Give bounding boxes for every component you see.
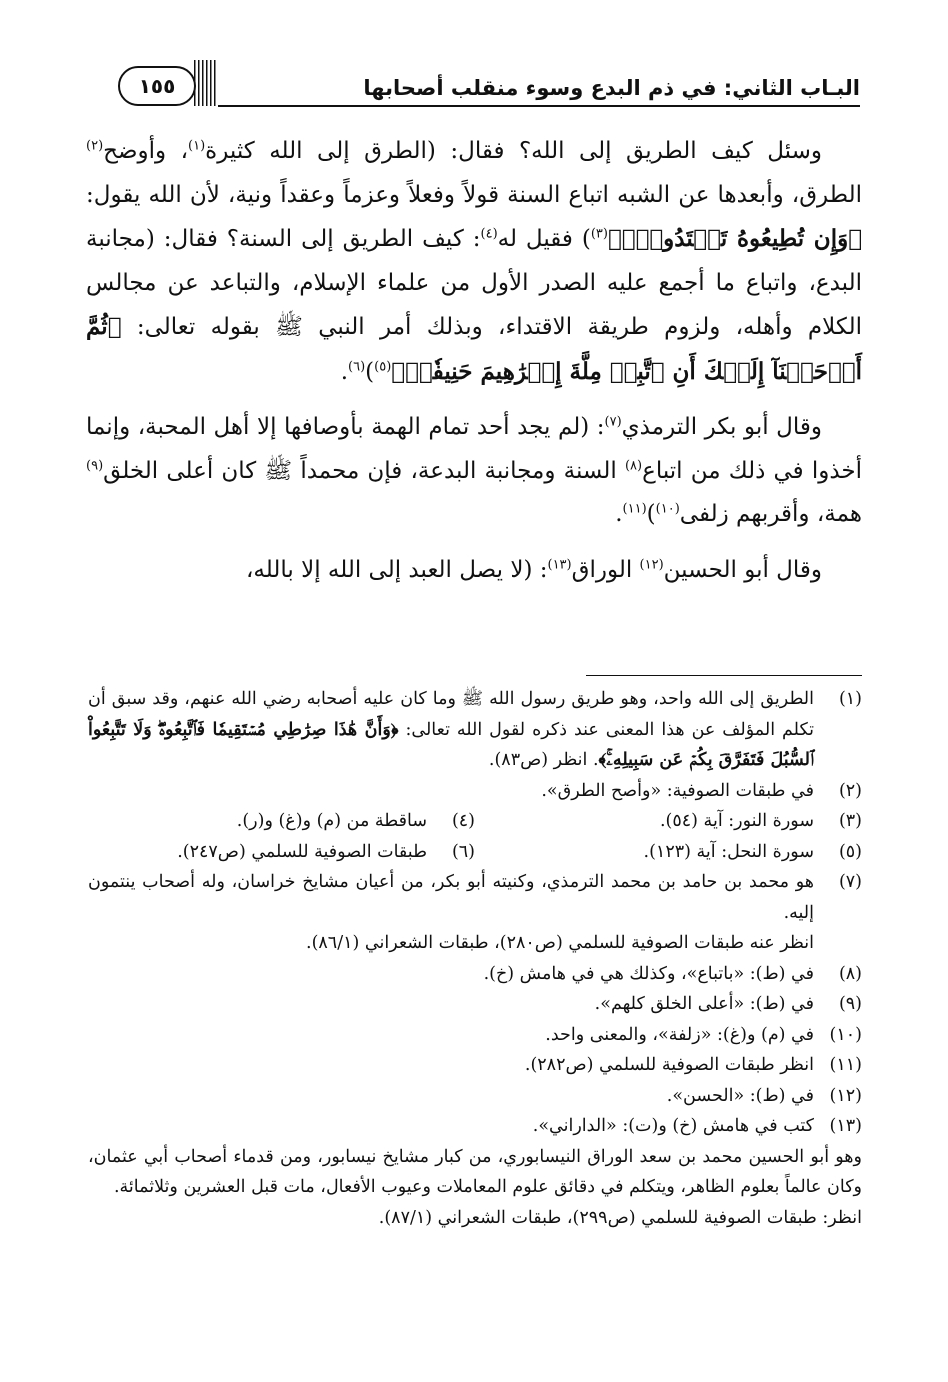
text-run: ) [365, 358, 375, 385]
footnote-number: (١١) [829, 1055, 862, 1075]
footnote-number: (٦) [451, 841, 475, 862]
quran-verse: ﴿ثُمَّ أَوۡحَيۡنَآ إِلَيۡكَ أَنِ ٱتَّبِعۡ مِلَّةَ إِبۡرَٰهِيمَ حَنِيفٗاۖ﴾ [86, 313, 862, 385]
footnote-13-bio: وهو أبو الحسين محمد بن سعد الوراق النيسابوري، من كبار مشايخ نيسابور، ومن قدماء أصحاب أبي عثمان، وكان عالماً بعلوم الظاهر، ويتكلم في دقائق علوم المعاملات وعيوب الأفعال، مات قبل العشرين وثلاثمائة. [88, 1146, 862, 1197]
text-run: الوراق [571, 556, 640, 583]
footnote-13-reference: انظر: طبقات الصوفية للسلمي (ص٢٩٩)، طبقات الشعراني (٨٧/١). [378, 1207, 862, 1228]
text-run: . [615, 501, 623, 527]
text-run: الطرق، وأبعدها عن الشبه اتباع السنة قولاً وفعلاً وعزماً وعقداً ونية، لأن الله يقول: [86, 181, 862, 208]
footnote-text: في (ط): «الحسن». [666, 1085, 814, 1106]
quran-verse: ﴿وَإِن تُطِيعُوهُ تَهۡتَدُواْۚ﴾ [607, 225, 862, 252]
text-run: السنة ومجانبة البدعة، فإن محمداً ﷺ كان أعلى الخلق [103, 457, 625, 484]
footnote-text: هو محمد بن حامد بن محمد الترمذي، وكنيته أبو بكر، من أعيان مشايخ خراسان، وله أصحاب ينتمون إليه. [88, 872, 814, 923]
text-run: : كيف الطريق إلى السنة؟ فقال: (مجانبة البدع، واتباع ما أجمع عليه الصدر الأول من علماء الإسلام، والتباعد عن مجالس الكلام وأهله، ولزوم طريقة الاقتداء، وبذلك أمر النبي ﷺ بقوله تعالى: [86, 226, 862, 340]
footnote-row [88, 806, 862, 837]
chapter-title: البـاب الثاني: في ذم البدع وسوء منقلب أصحابها [363, 76, 860, 100]
footnote-text: انظر طبقات الصوفية للسلمي (ص٢٨٢). [524, 1055, 814, 1075]
footnote-11 [88, 1050, 862, 1081]
footnote-text: ساقطة من (م) و(غ) و(ر). [236, 811, 427, 831]
footnotes [88, 684, 862, 1233]
footnote-separator [586, 675, 862, 676]
footnote-ref: (٣) [590, 226, 608, 242]
footnote-text: في (م) و(غ): «زلفة»، والمعنى واحد. [545, 1024, 814, 1045]
footnote-ref: (٤) [480, 226, 498, 242]
footnote-text: في (ط): «أعلى الخلق كلهم». [594, 994, 814, 1014]
page-badge-ornament [194, 60, 216, 106]
footnote-number: (١) [838, 689, 862, 709]
text-run: : (لم يجد أحد تمام الهمة بأوصافها إلا أهل المحبة، وإنما أخذوا في ذلك من اتباع [86, 414, 862, 484]
footnote-ref: (١٢) [639, 556, 664, 572]
main-text [86, 130, 862, 604]
footnote-number: (٩) [838, 994, 862, 1014]
footnote-text: طبقات الصوفية للسلمي (ص٢٤٧). [177, 841, 427, 862]
footnote-text: الطريق إلى الله واحد، وهو طريق رسول الله ﷺ وما كان عليه أصحابه رضي الله عنهم، وقد سبق أن تكلم المؤلف عن هذا المعنى عند ذكره لقول الله تعالى: [88, 689, 814, 740]
footnote-6 [88, 837, 475, 868]
footnote-4 [88, 806, 475, 837]
footnote-1 [88, 684, 862, 776]
paragraph-2 [86, 406, 862, 537]
footnote-text: . انظر (ص٨٣). [488, 750, 599, 770]
footnote-ref: (٨) [624, 457, 643, 473]
footnote-text: في طبقات الصوفية: «وأصح الطرق». [541, 780, 814, 801]
footnote-ref: (١) [188, 138, 206, 154]
page-header [118, 58, 860, 118]
footnote-number: (٤) [451, 811, 475, 831]
footnote-7 [88, 867, 862, 959]
footnote-8 [88, 959, 862, 990]
text-run: ، وأوضح [103, 138, 189, 164]
text-run: : (لا يصل العبد إلى الله إلا بالله، [245, 556, 548, 583]
footnote-text: سورة النحل: آية (١٢٣). [643, 841, 814, 862]
footnote-number: (١٢) [829, 1085, 862, 1106]
footnote-row [88, 837, 862, 868]
text-run: ) [646, 501, 656, 527]
footnote-ref: (١٠) [655, 501, 680, 517]
footnote-number: (٢) [838, 780, 862, 801]
footnote-reference: انظر عنه طبقات الصوفية للسلمي (ص٢٨٠)، طبقات الشعراني (٨٦/١). [306, 933, 814, 953]
footnote-ref: (٢) [86, 138, 104, 154]
text-run: ) فقيل له [497, 226, 591, 252]
footnote-text: سورة النور: آية (٥٤). [659, 811, 814, 831]
paragraph-3 [86, 549, 862, 593]
footnote-5 [475, 837, 862, 868]
footnote-number: (١٠) [829, 1024, 862, 1045]
footnote-ref: (٩) [86, 457, 104, 473]
footnote-number: (٧) [838, 872, 862, 892]
footnote-number: (٥) [838, 841, 862, 862]
footnote-13 [88, 1111, 862, 1142]
paragraph-1 [86, 130, 862, 394]
footnote-number: (٨) [838, 963, 862, 984]
footnote-ref: (١١) [622, 501, 647, 517]
text-run: وقال أبو بكر الترمذي [621, 414, 822, 440]
page-number: ١٥٥ [118, 66, 196, 106]
quran-verse: ﴿وَأَنَّ هَٰذَا صِرَٰطِي مُسۡتَقِيمٗا فَٱتَّبِعُوهُۖ وَلَا تَتَّبِعُواْ ٱلسُّبُلَ فَتَفَرَّقَ بِكُمۡ عَن سَبِيلِهِۦۚ﴾ [88, 719, 814, 770]
text-run: وسئل كيف الطريق إلى الله؟ فقال: (الطرق إلى الله كثيرة [205, 138, 822, 164]
footnote-text: في (ط): «باتباع»، وكذلك هي في هامش (خ). [483, 963, 814, 984]
text-run: . [340, 358, 349, 385]
footnote-ref: (٥) [374, 358, 392, 374]
footnote-text: كتب في هامش (خ) و(ت): «الداراني». [532, 1116, 814, 1136]
header-rule [218, 105, 860, 107]
footnote-9 [88, 989, 862, 1020]
footnote-ref: (٦) [348, 358, 366, 374]
footnote-2 [88, 776, 862, 807]
footnote-12 [88, 1081, 862, 1112]
text-run: وقال أبو الحسين [663, 556, 822, 583]
footnote-number: (١٣) [829, 1116, 862, 1136]
footnote-number: (٣) [838, 811, 862, 831]
footnote-ref: (١٣) [547, 556, 572, 572]
footnote-3 [475, 806, 862, 837]
footnote-ref: (٧) [604, 414, 622, 430]
footnote-10 [88, 1020, 862, 1051]
text-run: همة، وأقربهم زلفى [679, 501, 862, 527]
